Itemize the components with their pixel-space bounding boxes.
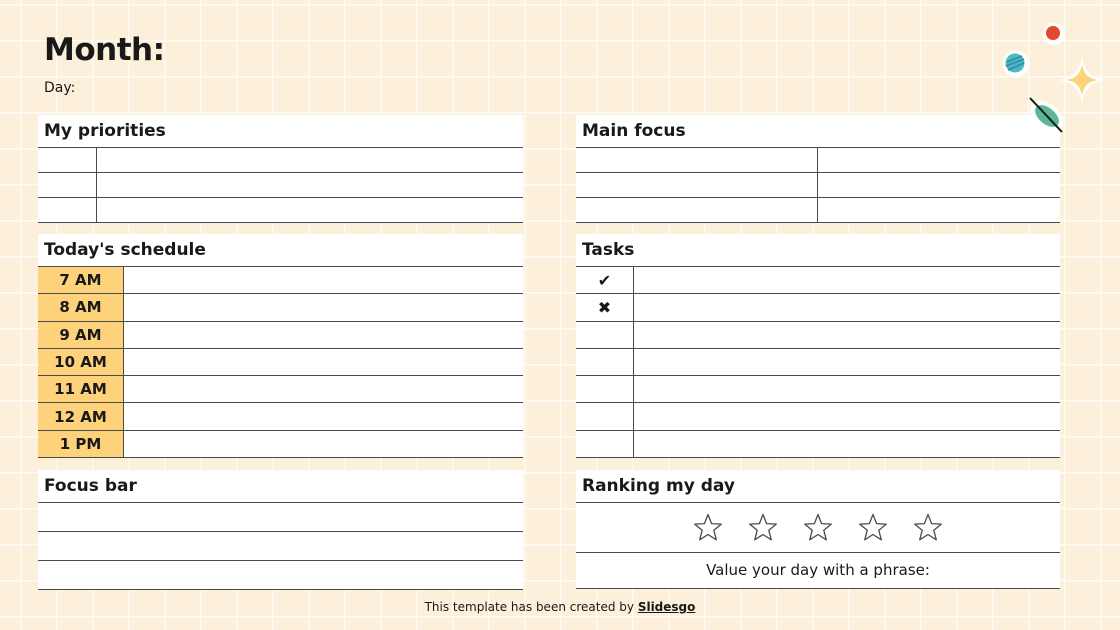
ranking-title: Ranking my day xyxy=(576,470,1060,503)
task-row[interactable] xyxy=(576,267,1060,294)
time-slot-label: 1 PM xyxy=(38,431,124,457)
task-text-cell[interactable] xyxy=(634,322,1060,348)
main-focus-cell[interactable] xyxy=(818,198,1060,222)
time-slot-label: 11 AM xyxy=(38,376,124,402)
focus-bar-row[interactable] xyxy=(38,561,523,590)
priority-row[interactable] xyxy=(38,198,523,223)
tasks-panel xyxy=(576,234,1060,458)
schedule-row[interactable] xyxy=(38,403,523,430)
focus-bar-row[interactable] xyxy=(38,503,523,532)
red-dot-icon xyxy=(1040,20,1068,48)
time-slot-label: 7 AM xyxy=(38,267,124,293)
star-icon[interactable] xyxy=(913,513,943,542)
schedule-row[interactable] xyxy=(38,294,523,321)
task-status-cell[interactable] xyxy=(576,431,634,457)
task-row[interactable] xyxy=(576,294,1060,321)
footer-text: This template has been created by xyxy=(424,600,638,614)
leaf-icon xyxy=(1022,92,1070,140)
star-icon[interactable] xyxy=(693,513,723,542)
schedule-row[interactable] xyxy=(38,431,523,458)
schedule-entry-cell[interactable] xyxy=(124,376,523,402)
schedule-row[interactable] xyxy=(38,267,523,294)
priority-text-cell[interactable] xyxy=(97,148,523,172)
main-focus-cell[interactable] xyxy=(576,148,818,172)
priority-number-cell[interactable] xyxy=(38,198,97,222)
focus-bar-title: Focus bar xyxy=(38,470,523,503)
cross-icon[interactable]: ✖ xyxy=(576,294,634,320)
schedule-entry-cell[interactable] xyxy=(124,431,523,457)
task-status-cell[interactable] xyxy=(576,376,634,402)
star-icon[interactable] xyxy=(858,513,888,542)
main-focus-row[interactable] xyxy=(576,198,1060,223)
task-status-cell[interactable] xyxy=(576,349,634,375)
main-focus-row[interactable] xyxy=(576,173,1060,198)
time-slot-label: 9 AM xyxy=(38,322,124,348)
footer-brand-link[interactable]: Slidesgo xyxy=(637,600,696,614)
tasks-title: Tasks xyxy=(576,234,1060,267)
priority-text-cell[interactable] xyxy=(97,198,523,222)
task-row[interactable] xyxy=(576,403,1060,430)
task-text-cell[interactable] xyxy=(634,349,1060,375)
task-text-cell[interactable] xyxy=(634,294,1060,320)
schedule-entry-cell[interactable] xyxy=(124,267,523,293)
focus-bar-panel xyxy=(38,470,523,590)
task-row[interactable] xyxy=(576,376,1060,403)
schedule-entry-cell[interactable] xyxy=(124,294,523,320)
main-focus-panel xyxy=(576,115,1060,223)
priority-number-cell[interactable] xyxy=(38,173,97,197)
star-rating[interactable] xyxy=(576,503,1060,553)
schedule-entry-cell[interactable] xyxy=(124,403,523,429)
star-icon[interactable] xyxy=(803,513,833,542)
schedule-panel xyxy=(38,234,523,458)
task-text-cell[interactable] xyxy=(634,403,1060,429)
priority-number-cell[interactable] xyxy=(38,148,97,172)
schedule-row[interactable] xyxy=(38,376,523,403)
task-row[interactable] xyxy=(576,431,1060,458)
main-focus-cell[interactable] xyxy=(576,198,818,222)
main-focus-cell[interactable] xyxy=(818,148,1060,172)
schedule-entry-cell[interactable] xyxy=(124,322,523,348)
time-slot-label: 8 AM xyxy=(38,294,124,320)
time-slot-label: 12 AM xyxy=(38,403,124,429)
task-status-cell[interactable] xyxy=(576,403,634,429)
main-focus-cell[interactable] xyxy=(818,173,1060,197)
task-row[interactable] xyxy=(576,349,1060,376)
main-focus-row[interactable] xyxy=(576,148,1060,173)
priority-text-cell[interactable] xyxy=(97,173,523,197)
focus-bar-row[interactable] xyxy=(38,532,523,561)
striped-planet-icon xyxy=(1000,48,1032,80)
ranking-panel xyxy=(576,470,1060,589)
phrase-prompt[interactable]: Value your day with a phrase: xyxy=(576,553,1060,589)
main-focus-cell[interactable] xyxy=(576,173,818,197)
priority-row[interactable] xyxy=(38,148,523,173)
task-text-cell[interactable] xyxy=(634,431,1060,457)
page-title: Month: xyxy=(44,32,165,68)
priority-row[interactable] xyxy=(38,173,523,198)
task-text-cell[interactable] xyxy=(634,267,1060,293)
schedule-row[interactable] xyxy=(38,322,523,349)
check-icon[interactable]: ✔ xyxy=(576,267,634,293)
footer-credit xyxy=(0,600,1120,614)
time-slot-label: 10 AM xyxy=(38,349,124,375)
day-label: Day: xyxy=(44,80,76,96)
star-icon[interactable] xyxy=(748,513,778,542)
priorities-title: My priorities xyxy=(38,115,523,148)
schedule-row[interactable] xyxy=(38,349,523,376)
schedule-entry-cell[interactable] xyxy=(124,349,523,375)
priorities-panel xyxy=(38,115,523,223)
main-focus-title: Main focus xyxy=(576,115,1060,148)
schedule-title: Today's schedule xyxy=(38,234,523,267)
task-status-cell[interactable] xyxy=(576,322,634,348)
task-text-cell[interactable] xyxy=(634,376,1060,402)
task-row[interactable] xyxy=(576,322,1060,349)
